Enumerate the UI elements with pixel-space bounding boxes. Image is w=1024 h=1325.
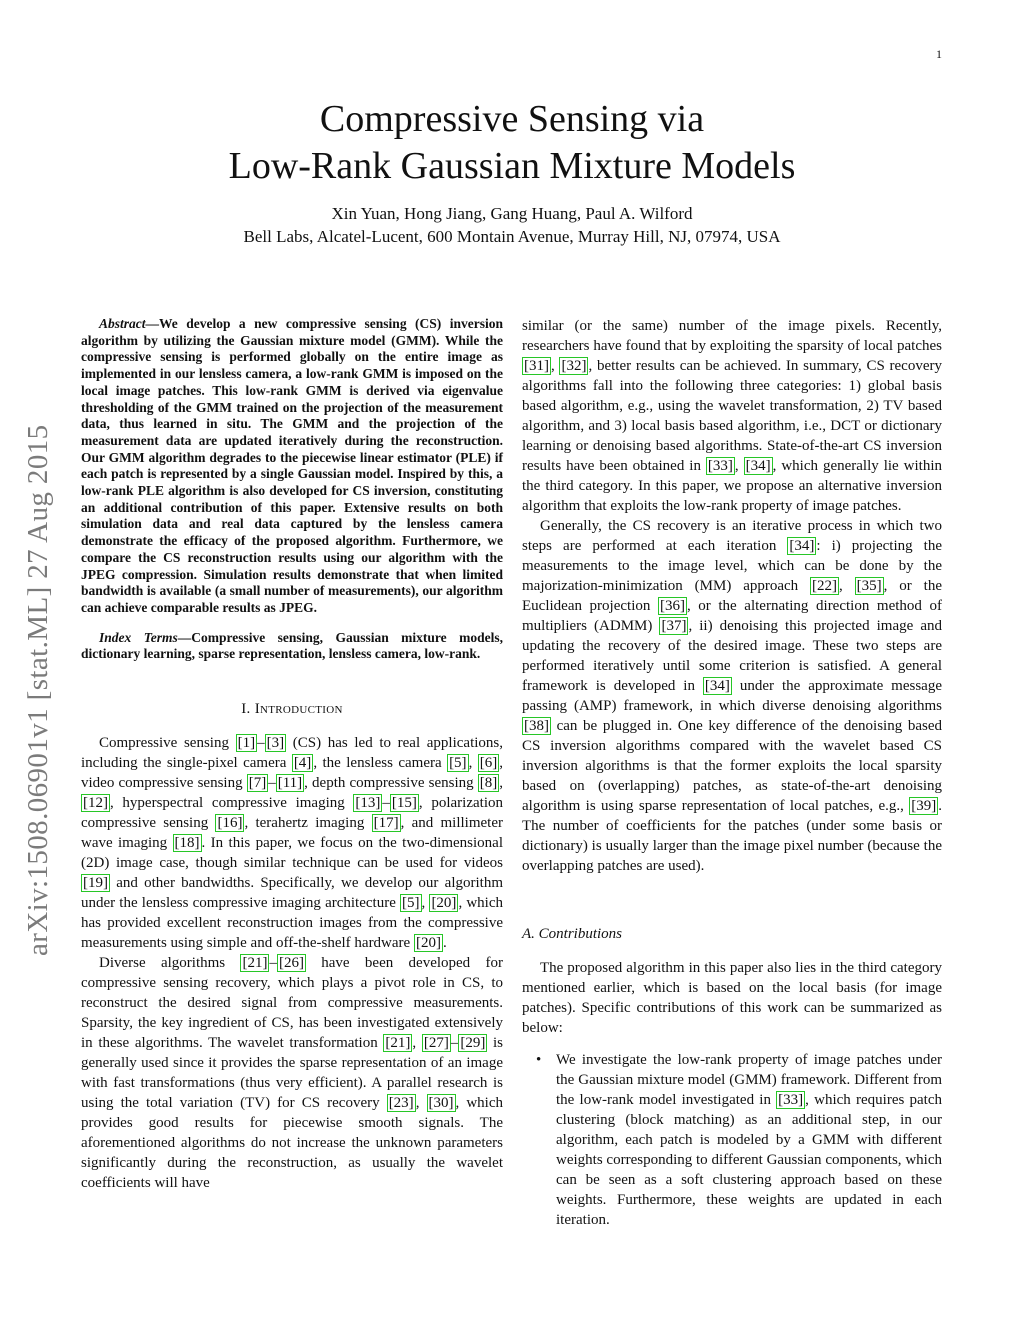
index-terms-label: Index Terms	[99, 629, 178, 645]
citation-link[interactable]: [22]	[812, 578, 838, 594]
citation-link[interactable]: [31]	[524, 358, 549, 374]
citation-link[interactable]: [23]	[388, 1095, 414, 1112]
citation-link[interactable]: [37]	[661, 618, 687, 634]
citation-link[interactable]: [6]	[479, 755, 498, 772]
citation-link[interactable]: [26]	[278, 955, 304, 972]
citation-link[interactable]: [19]	[83, 875, 108, 892]
section-title: Introduction	[254, 701, 343, 718]
citation-link[interactable]: [35]	[856, 578, 882, 594]
citation-link[interactable]: [7]	[248, 775, 267, 792]
title-block	[100, 96, 924, 248]
citation-link[interactable]: [34]	[789, 538, 815, 554]
citation-link[interactable]: [16]	[217, 815, 243, 832]
title-line-1: Compressive Sensing via	[319, 98, 705, 140]
citation-link[interactable]: [32]	[561, 358, 587, 374]
right-paragraph-2: Generally, the CS recovery is an iterative process in which two steps are performed at each iteration [34] : i) projecting the measurements to the image level, which can be done by the majorization-minimization (MM) approach [22] , [35] , or the Euclidean projection [36] , or the alternating direction method of multipliers (ADMM) [37] , ii) denoising this projected image and updating the recovery of the desired image. These two steps are performed iteratively until some criterion is satisfied. A general framework is developed in [34] under the approximate message passing (AMP) framework, in which diverse denoising algorithms [38] can be plugged in. One key difference of the denoising based CS inversion algorithms compared with the wavelet based CS inversion algorithms is that the former exploits the local sparsity based on (overlapping) patches, as state-of-the-art denoising algorithm is using sparse representation of local patches, e.g., [39] . The number of coefficients for the patches (under some basis or dictionary) is usually larger than the image pixel number (because the overlapping patches are used).	[522, 518, 942, 874]
index-terms-text: Compressive sensing, Gaussian mixture models, dictionary learning, sparse representation, lensless camera, low-rank.	[81, 629, 503, 662]
citation-link[interactable]: [3]	[266, 735, 285, 752]
citation-link[interactable]: [11]	[277, 775, 303, 792]
citation-link[interactable]: [36]	[659, 598, 685, 614]
section-heading-introduction	[81, 699, 503, 719]
citation-link[interactable]: [13]	[355, 795, 381, 812]
arxiv-identifier: arXiv:1508.06901v1 [stat.ML] 27 Aug 2015	[22, 424, 54, 956]
affiliation: Bell Labs, Alcatel-Lucent, 600 Montain Avenue, Murray Hill, NJ, 07974, USA	[243, 227, 781, 246]
abstract-label: Abstract	[99, 316, 146, 331]
citation-link[interactable]: [34]	[704, 678, 730, 694]
title-line-2: Low-Rank Gaussian Mixture Models	[228, 145, 796, 187]
list-item: • We investigate the low-rank property of image patches under the Gaussian mixture model (GMM) framework. Different from the low-rank model investigated in [33] , which requires patch clustering (block matching) as an additional step, in our algorithm, each patch is modeled by a GMM with different weights corresponding to different Gaussian components, which can be seen as a soft clustering approach based on these weights. Furthermore, these weights are updated in each iteration.	[522, 1050, 942, 1230]
paper-title	[100, 96, 924, 190]
page-number: 1	[936, 47, 942, 61]
citation-link[interactable]: [33]	[778, 1092, 804, 1108]
citation-link[interactable]: [20]	[431, 895, 457, 912]
citation-link[interactable]: [1]	[237, 735, 256, 752]
authors: Xin Yuan, Hong Jiang, Gang Huang, Paul A. Wilford	[331, 204, 693, 223]
intro-paragraph-1: Compressive sensing [1] – [3] (CS) has led to real applications, including the single-pixel camera [4] , the lensless camera [5] , [6] , video compressive sensing [7] – [11] , depth compressive sensing [8] , [12] , hyperspectral compressive imaging [13] – [15] , polarization compressive sensing [16] , terahertz imaging [17] , and millimeter wave imaging [18] . In this paper, we focus on the two-dimensional (2D) image case, though similar technique can be used for videos [19] and other bandwidths. Specifically, we develop our algorithm under the lensless compressive imaging architecture [5] , [20] , which has provided excellent reconstruction images from the compressive measurements using simple and off-the-shelf hardware [20] .	[81, 735, 504, 952]
abstract-text: We develop a new compressive sensing (CS) inversion algorithm by utilizing the Gaussian mixture model (GMM). While the compressive sensing is performed globally on the entire image as implemented in our lensless camera, a low-rank GMM is imposed on the local image patches. This low-rank GMM is derived via eigenvalue thresholding of the GMM trained on the projection of the measurement data, thus learned in situ. The GMM and the projection of the measurement data are updated iteratively during the reconstruction. Our GMM algorithm degrades to the piecewise linear estimator (PLE) if each patch is represented by a single Gaussian model. Inspired by this, a low-rank PLE algorithm is also developed for CS inversion, constituting an additional contribution of this paper. Extensive results on both simulation data and real data captured by the lensless camera demonstrate the efficacy of the proposed algorithm. Furthermore, we compare the CS reconstruction results using our algorithm with the JPEG compression. Simulation results demonstrate that when limited bandwidth is available (a small number of measurements), our algorithm can achieve comparable results as JPEG.	[81, 316, 503, 615]
citation-link[interactable]: [38]	[524, 718, 549, 734]
citation-link[interactable]: [39]	[911, 798, 937, 814]
left-column	[81, 316, 503, 1193]
citation-link[interactable]: [33]	[707, 458, 733, 474]
contributions-paragraph: The proposed algorithm in this paper also lies in the third category mentioned earlier, which is based on the local basis (for image patches). Specific contributions of this work can be summarized as below:	[522, 960, 942, 1036]
citation-link[interactable]: [34]	[745, 458, 771, 474]
citation-link[interactable]: [12]	[83, 795, 108, 812]
index-terms: Index Terms—Compressive sensing, Gaussian mixture models, dictionary learning, sparse representation, lensless camera, low-rank.	[81, 629, 503, 662]
citation-link[interactable]: [5]	[402, 895, 420, 912]
citation-link[interactable]: [27]	[423, 1035, 449, 1052]
citation-link[interactable]: [15]	[391, 795, 417, 812]
abstract: Abstract—We develop a new compressive sensing (CS) inversion algorithm by utilizing the Gaussian mixture model (GMM). While the compressive sensing is performed globally on the entire image as implemented in our lensless camera, a low-rank GMM is imposed on the local image patches. This low-rank GMM is derived via eigenvalue thresholding of the GMM trained on the projection of the measurement data, thus learned in situ. The GMM and the projection of the measurement data are updated iteratively during the reconstruction. Our GMM algorithm degrades to the piecewise linear estimator (PLE) if each patch is represented by a single Gaussian model. Inspired by this, a low-rank PLE algorithm is also developed for CS inversion, constituting an additional contribution of this paper. Extensive results on both simulation data and real data captured by the lensless camera demonstrate the efficacy of the proposed algorithm. Furthermore, we compare the CS reconstruction results using our algorithm with the JPEG compression. Simulation results demonstrate that when limited bandwidth is available (a small number of measurements), our algorithm can achieve comparable results as JPEG.	[81, 316, 503, 615]
right-paragraph-1: similar (or the same) number of the image pixels. Recently, researchers have found that by exploiting the sparsity of local patches [31] , [32] , better results can be achieved. In summary, CS recovery algorithms fall into the following three categories: 1) global basis based algorithm, e.g., using the wavelet transformation, 2) TV based algorithm, and 3) local basis based algorithm, i.e., DCT or dictionary learning or denoising based algorithms. State-of-the-art CS inversion results have been obtained in [33] , [34] , which generally lie within the third category. In this paper, we propose an alternative inversion algorithm that exploits the low-rank property of image patches.	[522, 318, 942, 514]
citation-link[interactable]: [4]	[293, 755, 312, 772]
citation-link[interactable]: [17]	[373, 815, 399, 832]
citation-link[interactable]: [21]	[242, 955, 268, 972]
intro-paragraph-2: Diverse algorithms [21] – [26] have been developed for compressive sensing recovery, which plays a pivot role in CS, to reconstruct the desired signal from compressive measurements. Sparsity, the key ingredient of CS, has been investigated extensively in these algorithms. The wavelet transformation [21] , [27] – [29] is generally used since it provides the sparse representation of an image with fast transformations (thus very efficient). A parallel research is using the total variation (TV) for CS recovery [23] , [30] , which provides good results for piecewise smooth signals. The aforementioned algorithms do not increase the unknown parameters significantly during the reconstruction, as usually the wavelet coefficients will have	[81, 955, 503, 1192]
citation-link[interactable]: [18]	[174, 835, 200, 852]
subsection-heading-contributions: A. Contributions	[522, 926, 623, 942]
contributions-list	[522, 1050, 942, 1230]
citation-link[interactable]: [29]	[460, 1035, 486, 1052]
citation-link[interactable]: [20]	[415, 935, 441, 952]
citation-link[interactable]: [8]	[479, 775, 498, 792]
citation-link[interactable]: [5]	[449, 755, 467, 772]
right-column	[522, 316, 942, 1230]
citation-link[interactable]: [21]	[385, 1035, 411, 1052]
section-number: I.	[241, 701, 251, 718]
citation-link[interactable]: [30]	[428, 1095, 454, 1112]
